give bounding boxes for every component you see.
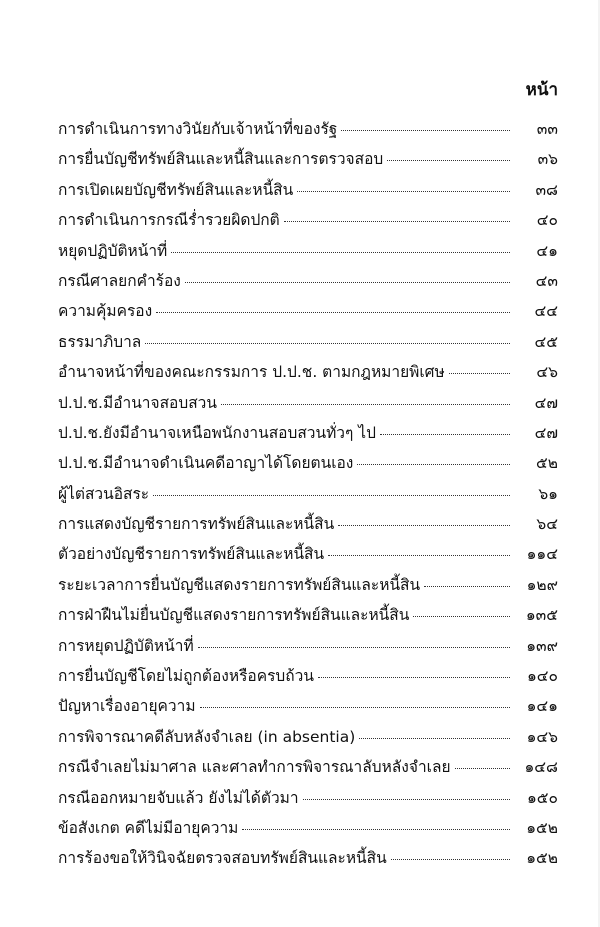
toc-entry-title: ตัวอย่างบัญชีรายการทรัพย์สินและหนี้สิน [58, 545, 325, 564]
toc-entry-title: กรณีจำเลยไม่มาศาล และศาลทำการพิจารณาลับหลังจำเลย [58, 758, 451, 777]
toc-entry-title: การดำเนินการทางวินัยกับเจ้าหน้าที่ของรัฐ [58, 120, 338, 138]
toc-entry [58, 663, 558, 693]
dot-leader [145, 343, 510, 344]
toc-entry [58, 511, 558, 541]
dot-leader [318, 677, 510, 678]
toc-entry-title: ระยะเวลาการยื่นบัญชีแสดงรายการทรัพย์สินและหนี้สิน [58, 575, 421, 594]
toc-entry [58, 693, 558, 723]
toc-entry [58, 481, 558, 511]
toc-entry [58, 541, 558, 571]
toc-entry-page: ๖๑ [538, 484, 558, 503]
toc-entry-page: ๓๓ [536, 120, 558, 138]
toc-entry-page: ๑๔๐ [526, 667, 558, 686]
dot-leader [424, 586, 510, 587]
toc-entry-page: ๑๔๖ [526, 727, 558, 746]
toc-entry-title: กรณีออกหมายจับแล้ว ยังไม่ได้ตัวมา [58, 788, 299, 807]
dot-leader [198, 647, 510, 648]
toc-entry-title: ความคุ้มครอง [58, 302, 153, 321]
toc-entry-title: ป.ป.ช.ยังมีอำนาจเหนือพนักงานสอบสวนทั่วๆ ไป [58, 423, 376, 442]
dot-leader [185, 282, 510, 283]
dot-leader [449, 373, 510, 374]
toc-entry-title: ป.ป.ช.มีอำนาจดำเนินคดีอาญาได้โดยตนเอง [58, 454, 354, 473]
dot-leader [303, 799, 510, 800]
dot-leader [341, 130, 510, 131]
toc-entry-page: ๕๒ [536, 454, 558, 473]
toc-entry-page: ๑๑๔ [526, 545, 558, 564]
toc-entry-page: ๑๒๙ [526, 575, 558, 594]
toc-entry-title: การหยุดปฏิบัติหน้าที่ [58, 636, 194, 655]
toc-entry [58, 207, 558, 237]
toc-entry-page: ๔๗ [534, 423, 558, 442]
toc-entry [58, 754, 558, 784]
toc-entry-page: ๑๔๘ [524, 758, 558, 777]
toc-entry [58, 268, 558, 298]
toc-entry-page: ๔๕ [534, 332, 558, 351]
toc-entry-title: หยุดปฏิบัติหน้าที่ [58, 241, 168, 260]
toc-entry [58, 602, 558, 632]
toc-entry [58, 845, 558, 875]
toc-entry [58, 572, 558, 602]
toc-entry [58, 633, 558, 663]
toc-entry-title: การร้องขอให้วินิจฉัยตรวจสอบทรัพย์สินและหนี้สิน [58, 849, 387, 868]
toc-entry-page: ๓๖ [537, 150, 558, 169]
dot-leader [242, 829, 510, 830]
toc-entry [58, 390, 558, 420]
toc-entry-title: ป.ป.ช.มีอำนาจสอบสวน [58, 393, 217, 412]
toc-entry-page: ๔๖ [536, 363, 558, 382]
toc-entry-title: ผู้ไต่สวนอิสระ [58, 484, 150, 503]
toc-entry-page: ๑๕๐ [526, 788, 558, 807]
toc-entry [58, 116, 558, 146]
dot-leader [413, 616, 510, 617]
dot-leader [297, 191, 510, 192]
toc-entry [58, 359, 558, 389]
toc-entry [58, 815, 558, 845]
dot-leader [359, 738, 510, 739]
toc-entry-page: ๑๔๑ [526, 697, 558, 716]
dot-leader [156, 312, 510, 313]
toc-entry [58, 298, 558, 328]
toc-entry-title: การยื่นบัญชีโดยไม่ถูกต้องหรือครบถ้วน [58, 667, 314, 686]
page-column-header: หน้า [525, 80, 558, 99]
toc-entry-page: ๔๔ [534, 302, 558, 321]
toc-entry [58, 238, 558, 268]
dot-leader [387, 160, 510, 161]
toc-entry [58, 420, 558, 450]
dot-leader [455, 768, 510, 769]
toc-entry-title: ปัญหาเรื่องอายุความ [58, 697, 196, 716]
toc-entry [58, 724, 558, 754]
toc-entry-title: ข้อสังเกต คดีไม่มีอายุความ [58, 818, 239, 837]
dot-leader [284, 221, 510, 222]
table-of-contents [58, 116, 558, 876]
toc-entry-page: ๔๐ [536, 211, 558, 230]
toc-entry-title: การเปิดเผยบัญชีทรัพย์สินและหนี้สิน [58, 180, 294, 199]
toc-entry-page: ๑๕๒ [526, 818, 558, 837]
toc-entry [58, 146, 558, 176]
toc-entry-page: ๑๓๕ [525, 606, 558, 625]
toc-entry-title: การแสดงบัญชีรายการทรัพย์สินและหนี้สิน [58, 515, 335, 534]
dot-leader [153, 495, 510, 496]
toc-entry-title: การฝ่าฝืนไม่ยื่นบัญชีแสดงรายการทรัพย์สินและหนี้สิน [58, 606, 410, 625]
toc-entry-page: ๔๑ [536, 241, 558, 260]
toc-entry-page: ๑๓๙ [526, 636, 558, 655]
dot-leader [391, 859, 510, 860]
toc-entry [58, 177, 558, 207]
dot-leader [338, 525, 510, 526]
toc-entry-page: ๓๘ [535, 180, 558, 199]
dot-leader [171, 252, 510, 253]
dot-leader [328, 555, 510, 556]
toc-entry [58, 450, 558, 480]
dot-leader [357, 464, 510, 465]
toc-entry-page: ๔๗ [534, 393, 558, 412]
toc-entry-page: ๑๕๒ [526, 849, 558, 868]
toc-entry-title: การดำเนินการกรณีร่ำรวยผิดปกติ [58, 211, 280, 230]
toc-entry-title: ธรรมาภิบาล [58, 332, 142, 351]
toc-entry-title: อำนาจหน้าที่ของคณะกรรมการ ป.ป.ช. ตามกฎหมายพิเศษ [58, 363, 445, 382]
toc-entry-title: การพิจารณาคดีลับหลังจำเลย (in absentia) [58, 727, 356, 746]
toc-entry [58, 785, 558, 815]
dot-leader [221, 404, 510, 405]
toc-entry-title: การยื่นบัญชีทรัพย์สินและหนี้สินและการตรวจสอบ [58, 150, 384, 169]
dot-leader [200, 707, 510, 708]
dot-leader [380, 434, 510, 435]
toc-entry-page: ๖๔ [536, 515, 558, 534]
toc-entry [58, 329, 558, 359]
toc-entry-page: ๔๓ [535, 271, 558, 290]
toc-entry-title: กรณีศาลยกคำร้อง [58, 271, 181, 290]
